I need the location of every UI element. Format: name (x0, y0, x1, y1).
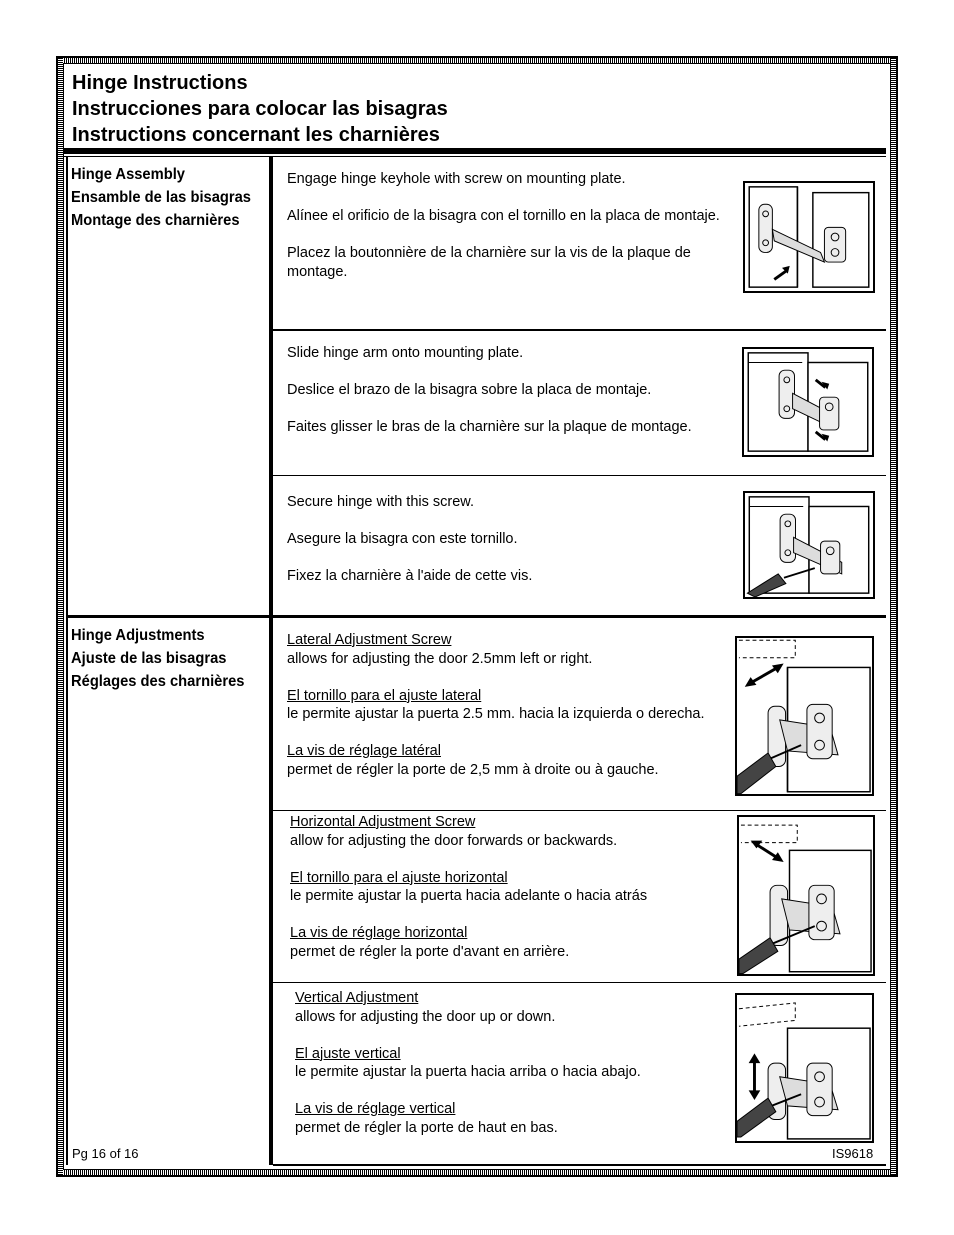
adjust-heading-es: El tornillo para el ajuste lateral (287, 687, 482, 704)
title-divider (64, 148, 886, 154)
adjustments-label-fr: Réglages des charnières (71, 673, 245, 690)
adjust-body-fr: permet de régler la porte de haut en bas. (295, 1119, 558, 1136)
title-divider-thin (64, 156, 886, 157)
adjust-body-es: le permite ajustar la puerta hacia arriba o hacia abajo. (295, 1064, 641, 1080)
assembly-step-2-text (287, 344, 732, 455)
vertical-adjustment-figure (735, 993, 874, 1143)
adjust-heading-fr: La vis de réglage latéral (287, 743, 441, 759)
section-divider (66, 615, 886, 618)
adjust-heading-es: El ajuste vertical (295, 1045, 401, 1062)
adjust-body-en: allows for adjusting the door up or down. (295, 1008, 556, 1025)
assembly-label-en: Hinge Assembly (71, 166, 185, 183)
adjust-heading-en: Horizontal Adjustment Screw (290, 814, 476, 830)
title-en: Hinge Instructions (72, 72, 248, 94)
lateral-adjustment-illustration (737, 638, 872, 794)
horizontal-adjustment-text (290, 813, 715, 980)
step-text-fr: Faites glisser le bras de la charnière sur la plaque de montage. (287, 419, 692, 435)
step-text-es: Asegure la bisagra con este tornillo. (287, 531, 518, 547)
step-text-es: Deslice el brazo de la bisagra sobre la placa de montaje. (287, 382, 652, 398)
step-text-en: Engage hinge keyhole with screw on mounting plate. (287, 171, 626, 187)
step-text-en: Secure hinge with this screw. (287, 494, 474, 510)
step-text-fr: Fixez la charnière à l'aide de cette vis. (287, 568, 533, 584)
lateral-adjustment-figure (735, 636, 874, 796)
adjust-en (295, 989, 715, 1026)
adjust-body-es: le permite ajustar la puerta 2.5 mm. hacia la izquierda o derecha. (287, 706, 705, 722)
assembly-step-3-text (287, 493, 732, 604)
hinge-arm-slide-illustration (744, 349, 872, 455)
row-divider-2 (273, 475, 886, 476)
row-divider-3 (273, 810, 886, 811)
assembly-label-fr: Montage des charnières (71, 212, 240, 229)
vertical-adjustment-text (295, 989, 715, 1156)
adjust-es (287, 687, 712, 724)
row-divider-4 (273, 982, 886, 983)
adjust-es (290, 869, 715, 906)
page-title (72, 70, 448, 148)
assembly-section-label (71, 163, 251, 232)
step-text-es: Alínee el orificio de la bisagra con el tornillo en la placa de montaje. (287, 208, 720, 224)
footer-divider (273, 1164, 886, 1166)
assembly-step-1-text (287, 170, 732, 300)
row-divider-1 (273, 329, 886, 331)
adjust-fr (295, 1100, 715, 1137)
adjust-body-en: allows for adjusting the door 2.5mm left or right. (287, 650, 593, 667)
page-number: Pg 16 of 16 (72, 1146, 139, 1161)
adjust-body-en: allow for adjusting the door forwards or backwards. (290, 832, 618, 849)
adjust-heading-en: Vertical Adjustment (295, 990, 419, 1006)
adjust-body-fr: permet de régler la porte d'avant en arrière. (290, 943, 570, 960)
adjust-heading-fr: La vis de réglage vertical (295, 1101, 456, 1117)
vertical-adjustment-illustration (737, 995, 872, 1141)
horizontal-adjustment-illustration (739, 817, 873, 974)
adjustments-section-label (71, 624, 244, 693)
adjustments-label-es: Ajuste de las bisagras (71, 650, 227, 667)
column-divider-adjustments (269, 618, 273, 1165)
horizontal-adjustment-figure (737, 815, 875, 976)
title-es: Instrucciones para colocar las bisagras (72, 98, 448, 120)
adjust-heading-en: Lateral Adjustment Screw (287, 632, 452, 648)
hinge-secure-screw-illustration (745, 493, 873, 597)
lateral-adjustment-text (287, 631, 712, 798)
adjust-es (295, 1045, 715, 1082)
adjust-en (287, 631, 712, 668)
column-divider-assembly (269, 157, 273, 616)
step-text-fr: Placez la boutonnière de la charnière sur la vis de la plaque de montage. (287, 245, 691, 280)
column-left-edge (66, 157, 68, 1165)
adjustments-label-en: Hinge Adjustments (71, 627, 205, 644)
step-text-en: Slide hinge arm onto mounting plate. (287, 345, 524, 361)
hinge-keyhole-engage-illustration (745, 183, 873, 291)
title-fr: Instructions concernant les charnières (72, 124, 440, 146)
adjust-body-fr: permet de régler la porte de 2,5 mm à droite ou à gauche. (287, 761, 659, 778)
adjust-body-es: le permite ajustar la puerta hacia adelante o hacia atrás (290, 888, 648, 904)
adjust-fr (287, 742, 712, 779)
document-id: IS9618 (832, 1146, 874, 1161)
adjust-fr (290, 924, 715, 961)
page-border-hatch-bottom (58, 1170, 896, 1175)
page-border-hatch-right (891, 58, 896, 1175)
assembly-label-es: Ensamble de las bisagras (71, 189, 252, 206)
adjust-en (290, 813, 715, 850)
adjust-heading-fr: La vis de réglage horizontal (290, 925, 468, 941)
adjust-heading-es: El tornillo para el ajuste horizontal (290, 869, 508, 886)
hinge-keyhole-engage-figure (743, 181, 875, 293)
hinge-arm-slide-figure (742, 347, 874, 457)
hinge-secure-screw-figure (743, 491, 875, 599)
